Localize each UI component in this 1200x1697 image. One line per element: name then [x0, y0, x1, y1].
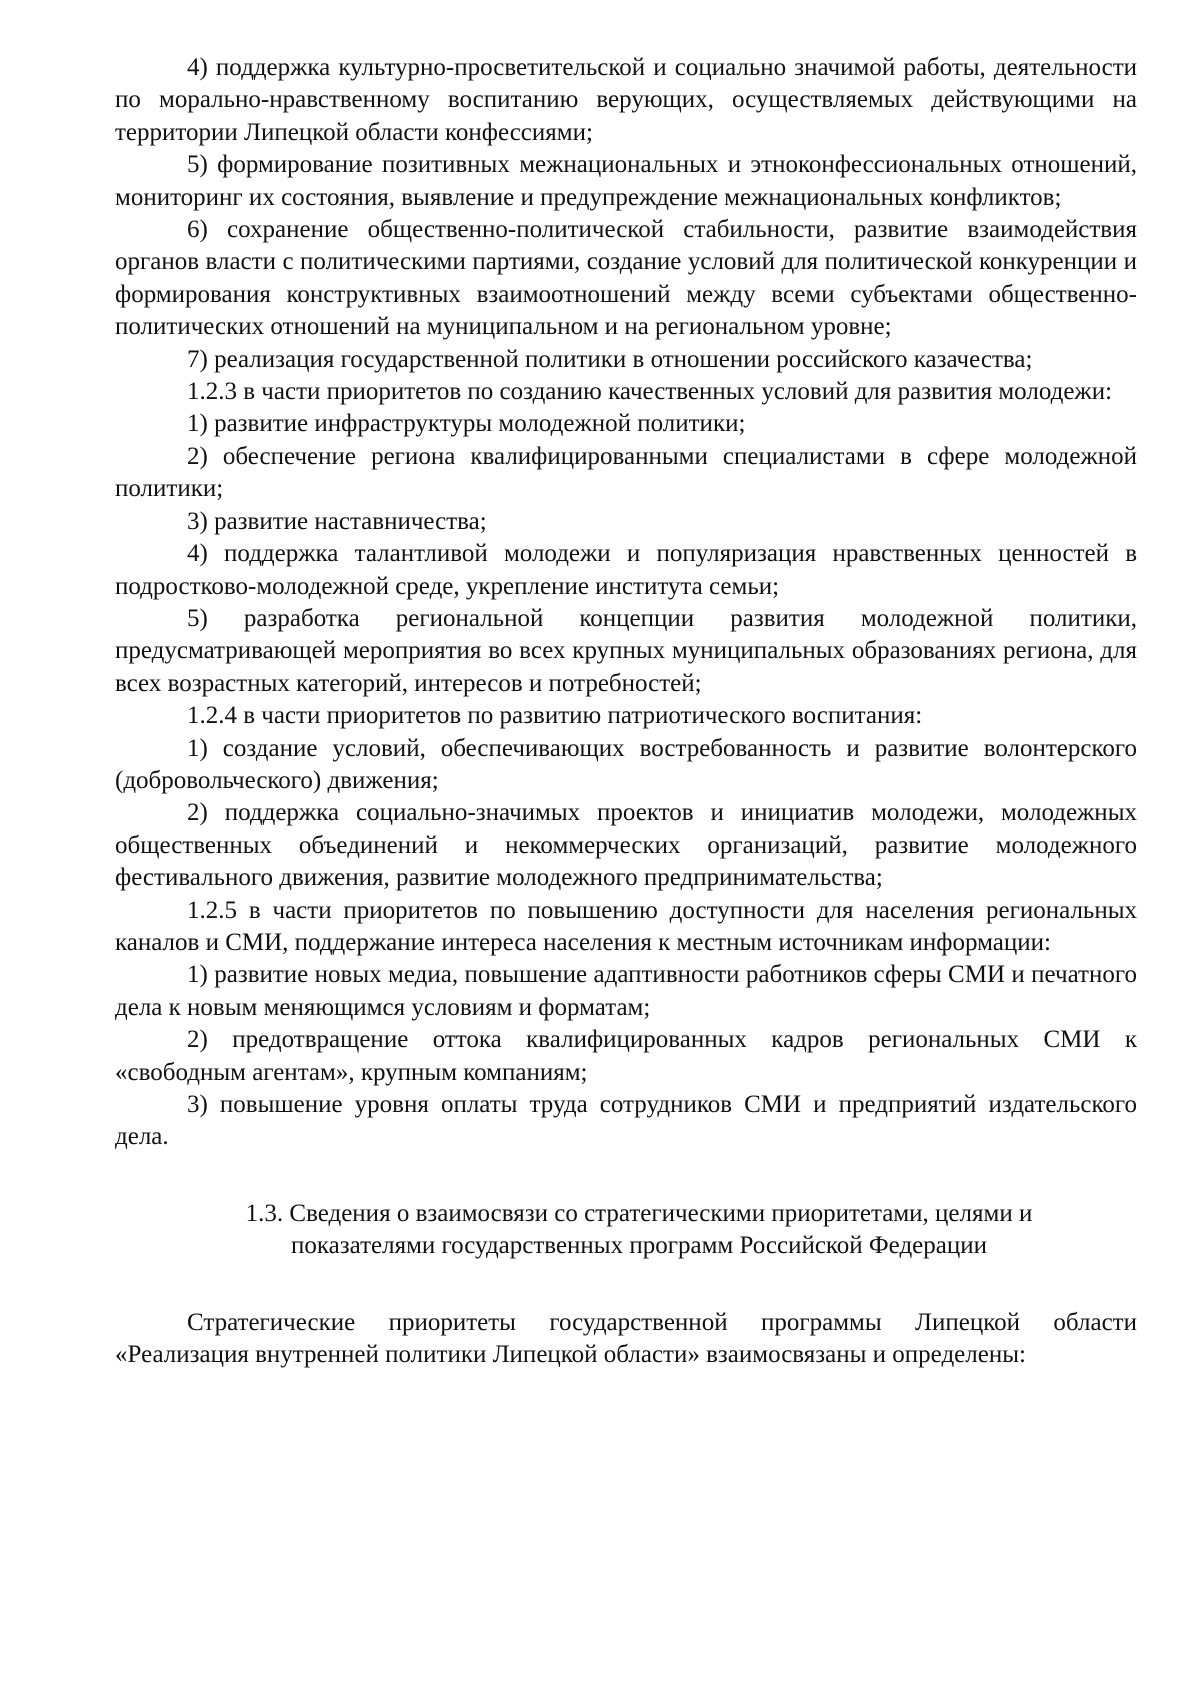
paragraph-youth-item-2: 2) обеспечение региона квалифицированными специалистами в сфере молодежной политики; — [115, 442, 1137, 503]
paragraph-patriotic-item-1: 1) создание условий, обеспечивающих востребованность и развитие волонтерского (добровольческого) движения; — [115, 734, 1137, 794]
section-heading-1-3: 1.3. Сведения о взаимосвязи со стратегическими приоритетами, целями и показателями государственных программ Российской Федерации — [245, 1199, 1033, 1260]
paragraph-media-item-2: 2) предотвращение оттока квалифицированных кадров региональных СМИ к «свободным агентам», крупным компаниям; — [115, 1026, 1137, 1086]
paragraph-item-6-stability: 6) сохранение общественно-политической стабильности, развитие взаимодействия органов власти с политическими партиями, создание условий для политической конкуренции и формирования конструктивных взаимоотношений между всеми субъектами общественно-политических отношений на муниципальном и на региональном уровне; — [115, 216, 1137, 341]
paragraph-media-item-3: 3) повышение уровня оплаты труда сотрудников СМИ и предприятий издательского дела. — [115, 1091, 1137, 1151]
paragraph-youth-item-4: 4) поддержка талантливой молодежи и популяризация нравственных ценностей в подростково-молодежной среде, укрепление института семьи; — [115, 540, 1137, 600]
paragraph-item-4-culture: 4) поддержка культурно-просветительской и социально значимой работы, деятельности по морально-нравственному воспитанию верующих, осуществляемых действующими на территории Липецкой области конфессиями; — [115, 54, 1137, 146]
paragraph-media-item-1: 1) развитие новых медиа, повышение адаптивности работников сферы СМИ и печатного дела к новым меняющимся условиям и форматам; — [115, 961, 1137, 1021]
paragraph-1-2-4-patriotic: 1.2.4 в части приоритетов по развитию патриотического воспитания: — [187, 702, 923, 730]
paragraph-youth-item-1: 1) развитие инфраструктуры молодежной политики; — [187, 410, 746, 438]
paragraph-item-7-cossacks: 7) реализация государственной политики в отношении российского казачества; — [187, 345, 1033, 373]
paragraph-youth-item-3: 3) развитие наставничества; — [187, 507, 487, 535]
document-page — [115, 52, 1137, 1371]
paragraph-youth-item-5: 5) разработка региональной концепции развития молодежной политики, предусматривающей мероприятия во всех крупных муниципальных образованиях региона, для всех возрастных категорий, интересов и потребностей; — [115, 604, 1137, 697]
paragraph-item-5-interethnic: 5) формирование позитивных межнациональных и этноконфессиональных отношений, мониторинг их состояния, выявление и предупреждение межнациональных конфликтов; — [115, 151, 1137, 211]
paragraph-strategic-priorities: Стратегические приоритеты государственной программы Липецкой области «Реализация внутренней политики Липецкой области» взаимосвязаны и определены: — [115, 1308, 1137, 1369]
paragraph-1-2-3-youth: 1.2.3 в части приоритетов по созданию качественных условий для развития молодежи: — [187, 378, 1113, 406]
paragraph-patriotic-item-2: 2) поддержка социально-значимых проектов и инициатив молодежи, молодежных общественных объединений и некоммерческих организаций, развитие молодежного фестивального движения, развитие молодежного предпринимательства; — [115, 799, 1137, 892]
paragraph-1-2-5-media: 1.2.5 в части приоритетов по повышению доступности для населения региональных каналов и СМИ, поддержание интереса населения к местным источникам информации: — [115, 896, 1137, 956]
